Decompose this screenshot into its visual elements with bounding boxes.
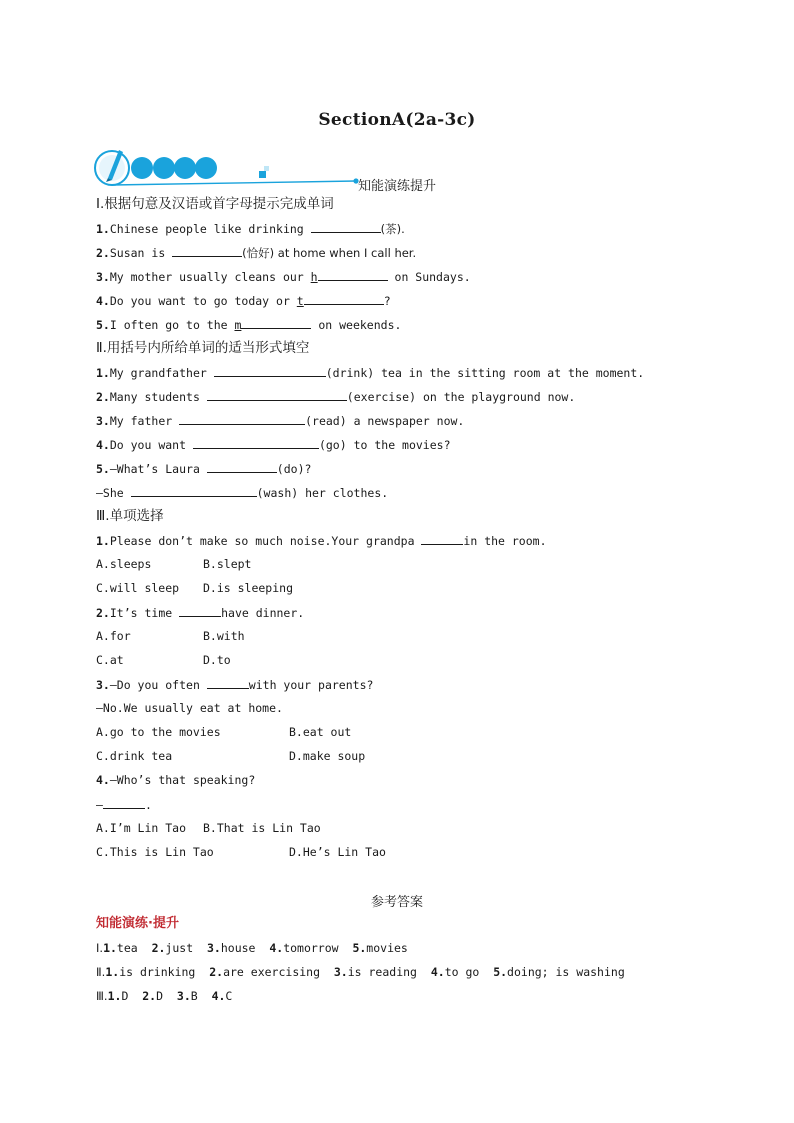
item-text: Please don’t make so much noise.Your grandpa bbox=[109, 534, 422, 548]
item-text: (wash) her clothes. bbox=[256, 486, 389, 500]
mc-question-3 bbox=[96, 676, 373, 692]
answer-text: C bbox=[225, 989, 233, 1003]
answer-text: movies bbox=[366, 941, 408, 955]
answer-blank[interactable] bbox=[103, 796, 145, 809]
mc-option-1b[interactable]: B.slept bbox=[203, 557, 252, 571]
answer-text: tea bbox=[116, 941, 138, 955]
banner-square-dark bbox=[259, 171, 266, 178]
answer-text: is drinking bbox=[119, 965, 196, 979]
mc-question-2 bbox=[96, 604, 304, 620]
answer-text: to go bbox=[444, 965, 480, 979]
mc-option-4d[interactable]: D.He’s Lin Tao bbox=[289, 845, 386, 859]
item-text: I often go to the bbox=[109, 318, 235, 332]
answer-label: Ⅱ. bbox=[96, 965, 106, 979]
item-number: 3. bbox=[96, 678, 110, 692]
item-text: (drink) tea in the sitting room at the moment. bbox=[325, 366, 645, 380]
item-text: —Who’s that speaking? bbox=[109, 773, 256, 787]
answer-number: 3. bbox=[176, 989, 191, 1003]
answers-row-1 bbox=[96, 940, 408, 956]
answers-row-2 bbox=[96, 964, 625, 980]
section-3-heading: Ⅲ.单项选择 bbox=[96, 508, 164, 524]
answer-blank[interactable] bbox=[421, 532, 463, 545]
item-number: 2. bbox=[96, 246, 110, 260]
mc-option-2a[interactable]: A.for bbox=[96, 629, 131, 643]
answer-number: 5. bbox=[493, 965, 508, 979]
item-text: (read) a newspaper now. bbox=[305, 414, 465, 428]
item-text: (茶). bbox=[380, 222, 405, 236]
hint-letter: m bbox=[234, 318, 242, 332]
mc-option-2d[interactable]: D.to bbox=[203, 653, 231, 667]
item-text: . bbox=[144, 798, 152, 812]
mc-option-4c[interactable]: C.This is Lin Tao bbox=[96, 845, 214, 859]
q1-item-1 bbox=[96, 220, 405, 236]
mc-question-4-reply bbox=[96, 796, 152, 812]
item-text: (go) to the movies? bbox=[318, 438, 451, 452]
answer-number: 2. bbox=[209, 965, 224, 979]
banner-dot-3 bbox=[174, 157, 196, 179]
answer-blank[interactable] bbox=[131, 484, 257, 497]
answer-text: is reading bbox=[347, 965, 417, 979]
answer-blank[interactable] bbox=[179, 412, 305, 425]
answer-text: are exercising bbox=[223, 965, 321, 979]
mc-question-3-reply: —No.We usually eat at home. bbox=[96, 701, 283, 715]
answer-number: 4. bbox=[430, 965, 445, 979]
item-text: Do you want bbox=[109, 438, 193, 452]
answer-number: 2. bbox=[151, 941, 166, 955]
answer-blank[interactable] bbox=[318, 268, 388, 281]
answer-blank[interactable] bbox=[172, 244, 242, 257]
mc-option-4a[interactable]: A.I’m Lin Tao bbox=[96, 821, 187, 835]
item-text: —Do you often bbox=[109, 678, 207, 692]
section-2-heading: Ⅱ.用括号内所给单词的适当形式填空 bbox=[96, 340, 310, 356]
answer-number: 3. bbox=[206, 941, 221, 955]
item-text: (恰好) at home when I call her. bbox=[242, 246, 417, 260]
answer-blank[interactable] bbox=[207, 388, 347, 401]
q2-item-2 bbox=[96, 388, 575, 404]
answer-blank[interactable] bbox=[214, 364, 326, 377]
mc-option-3c[interactable]: C.drink tea bbox=[96, 749, 173, 763]
item-text: (do)? bbox=[276, 462, 312, 476]
answers-title: 参考答案 bbox=[370, 895, 423, 910]
mc-option-2b[interactable]: B.with bbox=[203, 629, 245, 643]
q1-item-5 bbox=[96, 316, 401, 332]
answer-number: 5. bbox=[352, 941, 367, 955]
item-text: (exercise) on the playground now. bbox=[346, 390, 576, 404]
answer-blank[interactable] bbox=[207, 460, 277, 473]
q1-item-3 bbox=[96, 268, 471, 284]
item-number: 1. bbox=[96, 366, 110, 380]
item-number: 4. bbox=[96, 294, 110, 308]
mc-option-3a[interactable]: A.go to the movies bbox=[96, 725, 221, 739]
banner-line bbox=[112, 181, 356, 185]
item-text: Chinese people like drinking bbox=[109, 222, 311, 236]
item-number: 2. bbox=[96, 606, 110, 620]
answer-blank[interactable] bbox=[193, 436, 319, 449]
mc-option-3b[interactable]: B.eat out bbox=[289, 725, 352, 739]
mc-question-4 bbox=[96, 772, 255, 788]
item-number: 1. bbox=[96, 534, 110, 548]
answers-subtitle: 知能演练·提升 bbox=[96, 916, 179, 931]
item-number: 4. bbox=[96, 773, 110, 787]
hint-letter: t bbox=[296, 294, 304, 308]
item-text: in the room. bbox=[463, 534, 547, 548]
mc-question-1 bbox=[96, 532, 547, 548]
q2-item-3 bbox=[96, 412, 464, 428]
item-text: — bbox=[96, 798, 103, 812]
item-text: on Sundays. bbox=[387, 270, 471, 284]
item-text: have dinner. bbox=[221, 606, 305, 620]
banner-square-light bbox=[264, 166, 269, 171]
item-number: 3. bbox=[96, 414, 110, 428]
q2-item-4 bbox=[96, 436, 451, 452]
answer-text: doing; is washing bbox=[507, 965, 625, 979]
item-text: My grandfather bbox=[109, 366, 214, 380]
mc-option-1d[interactable]: D.is sleeping bbox=[203, 581, 294, 595]
answer-text: just bbox=[165, 941, 194, 955]
banner-dot-2 bbox=[153, 157, 175, 179]
item-number: 2. bbox=[96, 390, 110, 404]
answer-text: D bbox=[156, 989, 164, 1003]
answer-label: Ⅰ. bbox=[96, 941, 104, 955]
answer-number: 1. bbox=[103, 941, 117, 955]
page-title: SectionA(2a-3c) bbox=[318, 110, 476, 130]
answer-text: B bbox=[190, 989, 198, 1003]
mc-option-1c[interactable]: C.will sleep bbox=[96, 581, 180, 595]
banner-dot-1 bbox=[131, 157, 153, 179]
answer-number: 1. bbox=[105, 965, 120, 979]
answer-text: house bbox=[220, 941, 256, 955]
answer-number: 2. bbox=[142, 989, 157, 1003]
item-number: 3. bbox=[96, 270, 110, 284]
item-number: 5. bbox=[96, 462, 110, 476]
section-1-heading: Ⅰ.根据句意及汉语或首字母提示完成单词 bbox=[96, 196, 334, 212]
answer-text: D bbox=[121, 989, 129, 1003]
item-text: Susan is bbox=[109, 246, 173, 260]
item-text: with your parents? bbox=[248, 678, 374, 692]
answer-blank[interactable] bbox=[207, 676, 249, 689]
answer-blank[interactable] bbox=[304, 292, 384, 305]
mc-option-2c[interactable]: C.at bbox=[96, 653, 124, 667]
answer-blank[interactable] bbox=[179, 604, 221, 617]
banner-dot-4 bbox=[195, 157, 217, 179]
answer-number: 3. bbox=[333, 965, 348, 979]
answer-number: 1. bbox=[107, 989, 122, 1003]
answer-number: 4. bbox=[269, 941, 284, 955]
answer-text: tomorrow bbox=[283, 941, 339, 955]
item-text: Do you want to go today or bbox=[109, 294, 297, 308]
mc-option-4b[interactable]: B.That is Lin Tao bbox=[203, 821, 321, 835]
item-text: —She bbox=[96, 486, 131, 500]
mc-option-1a[interactable]: A.sleeps bbox=[96, 557, 152, 571]
answer-blank[interactable] bbox=[241, 316, 311, 329]
answer-label: Ⅲ. bbox=[96, 989, 108, 1003]
item-text: on weekends. bbox=[311, 318, 402, 332]
q1-item-4 bbox=[96, 292, 391, 308]
mc-option-3d[interactable]: D.make soup bbox=[289, 749, 366, 763]
item-text: Many students bbox=[109, 390, 207, 404]
item-text: It’s time bbox=[109, 606, 180, 620]
item-number: 4. bbox=[96, 438, 110, 452]
item-text: My mother usually cleans our bbox=[109, 270, 311, 284]
item-number: 1. bbox=[96, 222, 110, 236]
answer-number: 4. bbox=[211, 989, 226, 1003]
item-text: ? bbox=[383, 294, 391, 308]
section-banner bbox=[94, 144, 384, 190]
item-number: 5. bbox=[96, 318, 110, 332]
q2-item-1 bbox=[96, 364, 644, 380]
item-text: —What’s Laura bbox=[109, 462, 207, 476]
banner-label: 知能演练提升 bbox=[358, 179, 437, 194]
item-text: My father bbox=[109, 414, 180, 428]
hint-letter: h bbox=[310, 270, 318, 284]
answers-row-3 bbox=[96, 988, 232, 1004]
answer-blank[interactable] bbox=[311, 220, 381, 233]
q2-item-5 bbox=[96, 460, 311, 476]
q2-item-5-reply bbox=[96, 484, 388, 500]
q1-item-2 bbox=[96, 244, 416, 260]
